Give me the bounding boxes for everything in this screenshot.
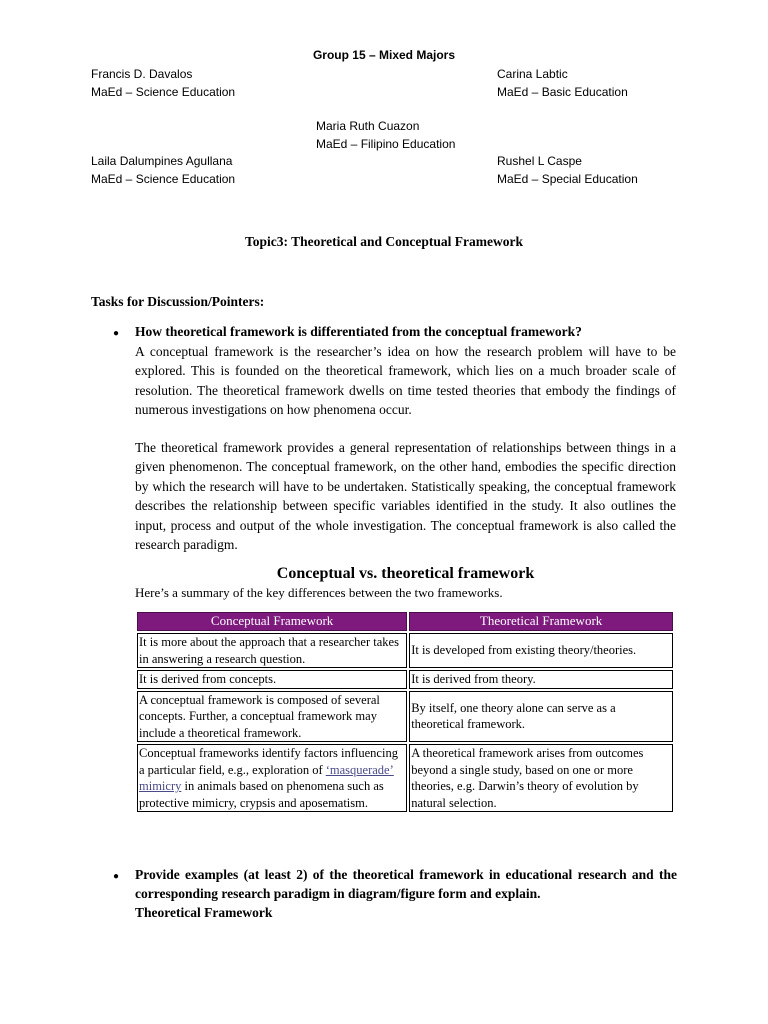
question-1: How theoretical framework is differentiated from the conceptual framework?: [135, 324, 582, 339]
member-name: Rushel L Caspe: [497, 154, 582, 168]
paragraph-2: The theoretical framework provides a general representation of relationships between things in a given phenomenon. The conceptual framework, on the other hand, embodies the specific direction by which the research will have to be undertaken. Statistically speaking, the conceptual framework describes the relationship between specific variables identified in the study. It also outlines the input, process and output of the whole investigation. The conceptual framework is also called the research paradigm.: [135, 440, 676, 553]
member-program: MaEd – Science Education: [91, 172, 236, 186]
member-labtic: [497, 65, 628, 101]
question-2: [135, 865, 677, 922]
theoretical-framework-subheading: Theoretical Framework: [135, 905, 273, 920]
member-program: MaEd – Basic Education: [497, 85, 628, 99]
table-row: [137, 744, 673, 812]
topic-title: Topic3: Theoretical and Conceptual Framework: [245, 234, 523, 249]
member-program: MaEd – Filipino Education: [316, 137, 456, 151]
member-program: MaEd – Science Education: [91, 85, 236, 99]
cell-conceptual: It is derived from concepts.: [137, 670, 407, 689]
cell-theoretical: It is derived from theory.: [409, 670, 673, 689]
bullet-icon: ●: [113, 871, 120, 882]
member-program: MaEd – Special Education: [497, 172, 638, 186]
cell-theoretical: It is developed from existing theory/theories.: [409, 633, 673, 668]
cell-conceptual: It is more about the approach that a researcher takes in answering a research question.: [137, 633, 407, 668]
comparison-table: [135, 610, 675, 814]
group-title: Group 15 – Mixed Majors: [312, 48, 456, 62]
member-davalos: [91, 65, 235, 101]
header-conceptual: Conceptual Framework: [137, 612, 407, 631]
member-name: Francis D. Davalos: [91, 67, 193, 81]
member-name: Maria Ruth Cuazon: [316, 119, 420, 133]
table-row: [137, 633, 673, 668]
masquerade-mimicry-link[interactable]: ‘masquerade’ mimicry: [139, 762, 394, 793]
header-theoretical: Theoretical Framework: [409, 612, 673, 631]
paragraph-1: A conceptual framework is the researcher’s idea on how the research problem will have to be explored. This is founded on the theoretical framework, which lies on a much broader scale of resolution. The theoretical framework dwells on time tested theories that embody the findings of numerous investigations on how phenomena occur.: [135, 344, 676, 418]
comparison-summary: Here’s a summary of the key differences between the two frameworks.: [135, 585, 503, 600]
cell-conceptual: [137, 744, 407, 812]
cell-conceptual: A conceptual framework is composed of several concepts. Further, a conceptual framework may include a theoretical framework.: [137, 691, 407, 743]
table-header-row: [137, 612, 673, 631]
table-row: [137, 691, 673, 743]
table-row: [137, 670, 673, 689]
cell-theoretical: A theoretical framework arises from outcomes beyond a single study, based on one or more theories, e.g. Darwin’s theory of evolution by natural selection.: [409, 744, 673, 812]
bullet-icon: ●: [113, 328, 120, 339]
comparison-heading: Conceptual vs. theoretical framework: [276, 565, 535, 582]
member-cuazon: [316, 117, 455, 153]
cell-theoretical: By itself, one theory alone can serve as a theoretical framework.: [409, 691, 673, 743]
cell-text: in animals based on phenomena such as protective mimicry, crypsis and aposematism.: [139, 779, 384, 810]
tasks-heading: Tasks for Discussion/Pointers:: [91, 294, 265, 309]
question-2-text: Provide examples (at least 2) of the theoretical framework in educational research and the corresponding research paradigm in diagram/figure form and explain.: [135, 867, 677, 901]
cell-text: Conceptual frameworks identify factors influencing a particular field, e.g., exploration of: [139, 746, 398, 777]
member-caspe: [497, 152, 638, 188]
member-name: Laila Dalumpines Agullana: [91, 154, 233, 168]
member-agullana: [91, 152, 235, 188]
member-name: Carina Labtic: [497, 67, 568, 81]
